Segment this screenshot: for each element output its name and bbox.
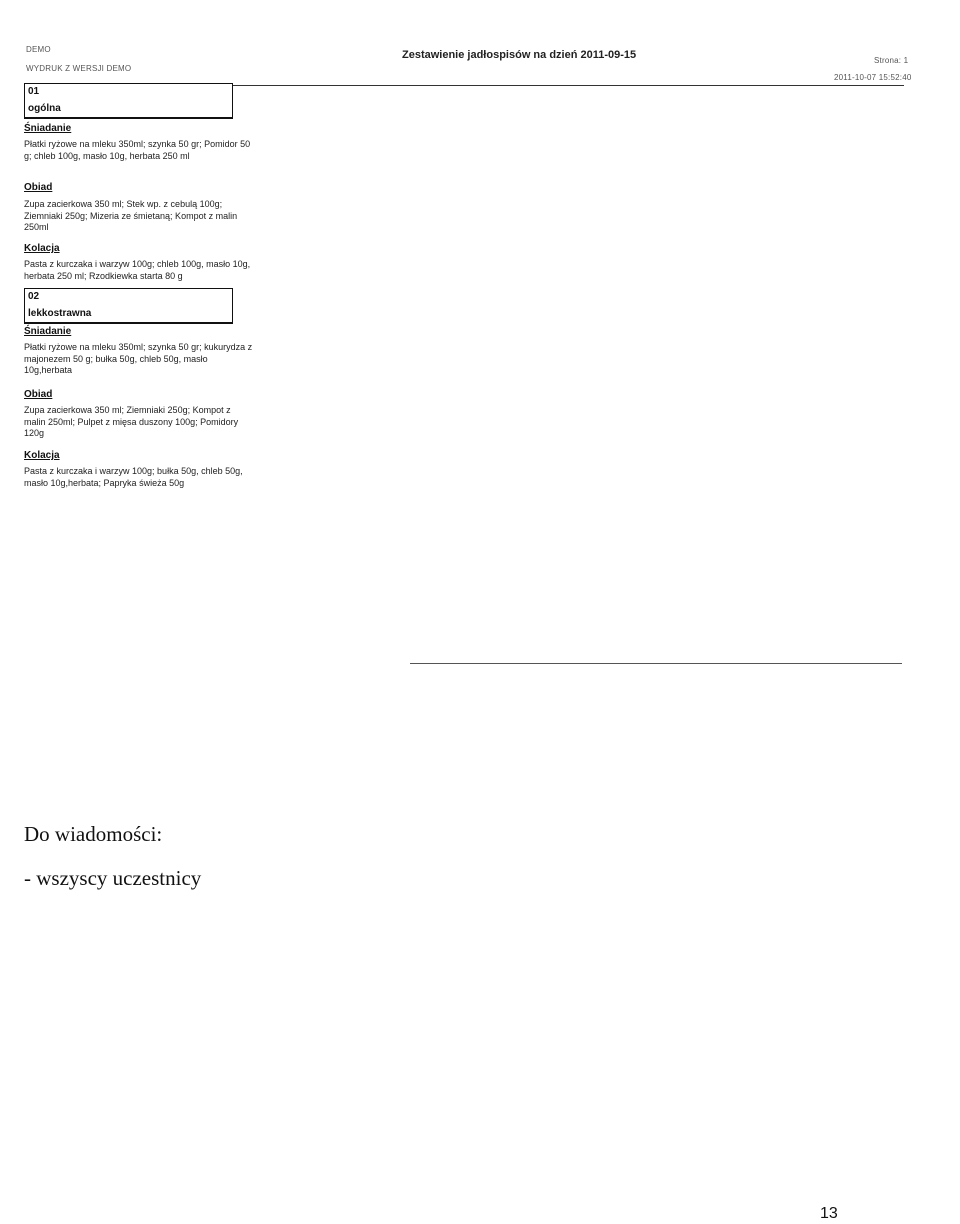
printed-timestamp: 2011-10-07 15:52:40 xyxy=(834,73,912,82)
meal-items-lunch: Zupa zacierkowa 350 ml; Ziemniaki 250g; Kompot z malin 250ml; Pulpet z mięsa duszony 100g; Pomidory 120g xyxy=(24,405,239,438)
diet-code: 01 xyxy=(28,86,40,97)
distribution-recipients: - wszyscy uczestnicy xyxy=(24,866,202,890)
meal-title-supper: Kolacja xyxy=(24,450,60,461)
meal-title-lunch: Obiad xyxy=(24,389,53,400)
diet-name: lekkostrawna xyxy=(28,308,92,319)
meal-items-breakfast: Płatki ryżowe na mleku 350ml; szynka 50 gr; Pomidor 50 g; chleb 100g, masło 10g, herbata 250 ml xyxy=(24,139,251,161)
diet-header-box xyxy=(24,83,233,119)
meal-items-lunch: Zupa zacierkowa 350 ml; Stek wp. z cebulą 100g; Ziemniaki 250g; Mizeria ze śmietaną; Kompot z malin 250ml xyxy=(24,199,238,232)
meal-items-supper: Pasta z kurczaka i warzyw 100g; chleb 100g, masło 10g, herbata 250 ml; Rzodkiewka starta 80 g xyxy=(24,259,251,281)
meal-title-supper: Kolacja xyxy=(24,243,60,254)
meal-title-lunch: Obiad xyxy=(24,182,53,193)
report-title: Zestawienie jadłospisów na dzień 2011-09-15 xyxy=(402,49,637,61)
footer-rule xyxy=(410,663,902,664)
demo-label: DEMO xyxy=(26,45,51,54)
diet-name: ogólna xyxy=(28,103,61,114)
diet-code: 02 xyxy=(28,291,40,302)
page-number: 13 xyxy=(820,1205,838,1222)
meal-title-breakfast: Śniadanie xyxy=(24,123,72,134)
page-label: Strona: 1 xyxy=(874,56,909,65)
meal-items-supper: Pasta z kurczaka i warzyw 100g; bułka 50g, chleb 50g, masło 10g,herbata; Papryka świeża 50g xyxy=(24,466,243,488)
meal-items-breakfast: Płatki ryżowe na mleku 350ml; szynka 50 gr; kukurydza z majonezem 50 g; bułka 50g, chleb 50g, masło 10g,herbata xyxy=(24,342,253,375)
meal-title-breakfast: Śniadanie xyxy=(24,326,72,337)
diet-header-box xyxy=(24,288,233,324)
distribution-heading: Do wiadomości: xyxy=(24,822,163,846)
demo-version-note: WYDRUK Z WERSJI DEMO xyxy=(26,64,132,73)
header-rule xyxy=(232,85,904,86)
